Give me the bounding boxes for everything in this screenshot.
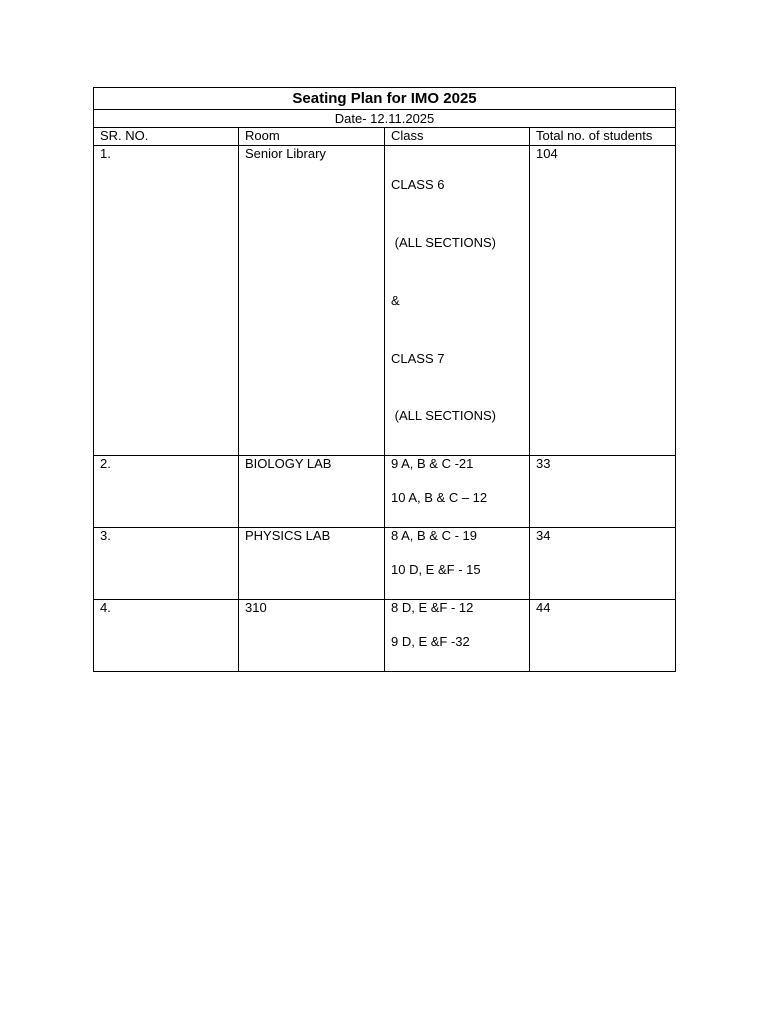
cell-class [385, 146, 530, 456]
cell-room: 310 [239, 600, 385, 672]
header-row [94, 128, 676, 146]
header-sr-no: SR. NO. [94, 128, 239, 146]
header-class: Class [385, 128, 530, 146]
title-row [94, 88, 676, 110]
cell-total: 44 [530, 600, 676, 672]
table-date: Date- 12.11.2025 [94, 110, 676, 128]
class-line: 9 A, B & C -21 [391, 456, 474, 472]
class-line: 10 D, E &F - 15 [391, 561, 481, 577]
cell-total: 104 [530, 146, 676, 456]
date-row [94, 110, 676, 128]
header-room: Room [239, 128, 385, 146]
table-title: Seating Plan for IMO 2025 [94, 88, 676, 110]
cell-class [385, 528, 530, 600]
table-row [94, 600, 676, 672]
class-line: CLASS 6 [391, 177, 445, 193]
seating-plan-table [93, 87, 676, 672]
cell-room: BIOLOGY LAB [239, 456, 385, 528]
cell-class [385, 600, 530, 672]
table-row [94, 528, 676, 600]
table-row [94, 146, 676, 456]
class-line: CLASS 7 [391, 350, 445, 366]
class-line: 10 A, B & C – 12 [391, 489, 488, 505]
class-line: 8 A, B & C - 19 [391, 528, 477, 544]
table-row [94, 456, 676, 528]
cell-total: 34 [530, 528, 676, 600]
class-line: & [391, 292, 400, 308]
class-line: 8 D, E &F - 12 [391, 600, 474, 616]
cell-sr-no: 3. [94, 528, 239, 600]
cell-room: Senior Library [239, 146, 385, 456]
cell-sr-no: 2. [94, 456, 239, 528]
class-line: 9 D, E &F -32 [391, 633, 470, 649]
cell-sr-no: 4. [94, 600, 239, 672]
cell-room: PHYSICS LAB [239, 528, 385, 600]
cell-total: 33 [530, 456, 676, 528]
header-total: Total no. of students [530, 128, 676, 146]
class-line: (ALL SECTIONS) [391, 234, 496, 250]
cell-sr-no: 1. [94, 146, 239, 456]
cell-class [385, 456, 530, 528]
class-line: (ALL SECTIONS) [391, 408, 496, 424]
